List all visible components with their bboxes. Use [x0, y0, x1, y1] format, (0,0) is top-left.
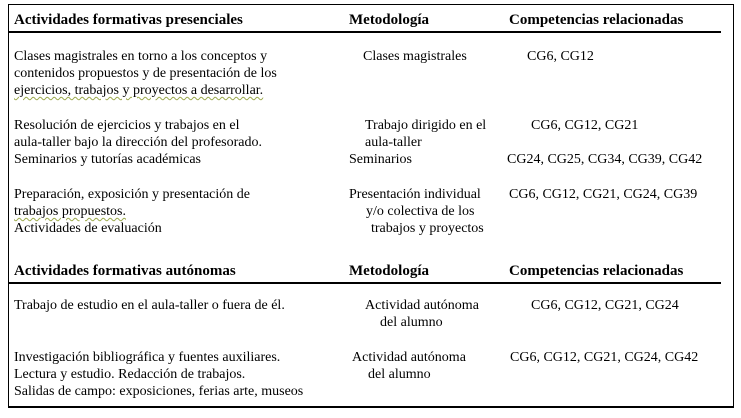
activity-text: Seminarios y tutorías académicas	[14, 152, 201, 167]
header-competencies-2: Competencias relacionadas	[509, 263, 684, 279]
activity-text: Preparación, exposición y presentación de	[14, 187, 250, 202]
method-text: Clases magistrales	[363, 49, 467, 64]
competencies-text: CG6, CG12, CG21	[531, 118, 639, 133]
competencies-text: CG6, CG12, CG21, CG24, CG42	[510, 350, 699, 365]
header-competencies-1: Competencias relacionadas	[509, 12, 684, 28]
method-text: Actividad autónoma	[365, 298, 479, 313]
method-text: Actividad autónoma	[352, 350, 466, 365]
activity-text: trabajos propuestos.	[14, 204, 126, 219]
method-text: y/o colectiva de los	[366, 204, 475, 219]
activity-text: Clases magistrales en torno a los conceptos y	[14, 49, 268, 64]
method-text: Seminarios	[349, 152, 412, 167]
competencies-text: CG24, CG25, CG34, CG39, CG42	[507, 152, 703, 167]
activity-text: Trabajo de estudio en el aula-taller o fuera de él.	[14, 298, 285, 313]
activity-text: Actividades de evaluación	[14, 221, 162, 236]
method-text: aula-taller	[365, 135, 422, 150]
header-activities-autonomas: Actividades formativas autónomas	[14, 263, 236, 279]
activity-text: Lectura y estudio. Redacción de trabajos.	[14, 367, 246, 382]
method-text: Trabajo dirigido en el	[365, 118, 487, 133]
activity-text: Resolución de ejercicios y trabajos en el	[14, 118, 240, 133]
activity-text: Investigación bibliográfica y fuentes auxiliares.	[14, 350, 281, 365]
competencies-text: CG6, CG12, CG21, CG24	[531, 298, 679, 313]
header-rule-1	[9, 31, 721, 33]
method-text: trabajos y proyectos	[371, 221, 484, 236]
header-rule-2	[9, 282, 721, 284]
header-methodology-1: Metodología	[349, 12, 429, 28]
method-text: del alumno	[368, 367, 431, 382]
activity-text: contenidos propuestos y de presentación de los	[14, 66, 277, 81]
competencies-text: CG6, CG12, CG21, CG24, CG39	[509, 187, 698, 202]
header-methodology-2: Metodología	[349, 263, 429, 279]
table-bottom-border	[8, 406, 734, 408]
method-text: del alumno	[380, 315, 443, 330]
header-activities-presenciales: Actividades formativas presenciales	[14, 12, 243, 28]
method-text: Presentación individual	[349, 187, 481, 202]
activity-text: Salidas de campo: exposiciones, ferias arte, museos	[14, 384, 304, 399]
activity-text: ejercicios, trabajos y proyectos a desarrollar.	[14, 83, 264, 98]
competencies-text: CG6, CG12	[527, 49, 594, 64]
activity-text: aula-taller bajo la dirección del profesorado.	[14, 135, 262, 150]
